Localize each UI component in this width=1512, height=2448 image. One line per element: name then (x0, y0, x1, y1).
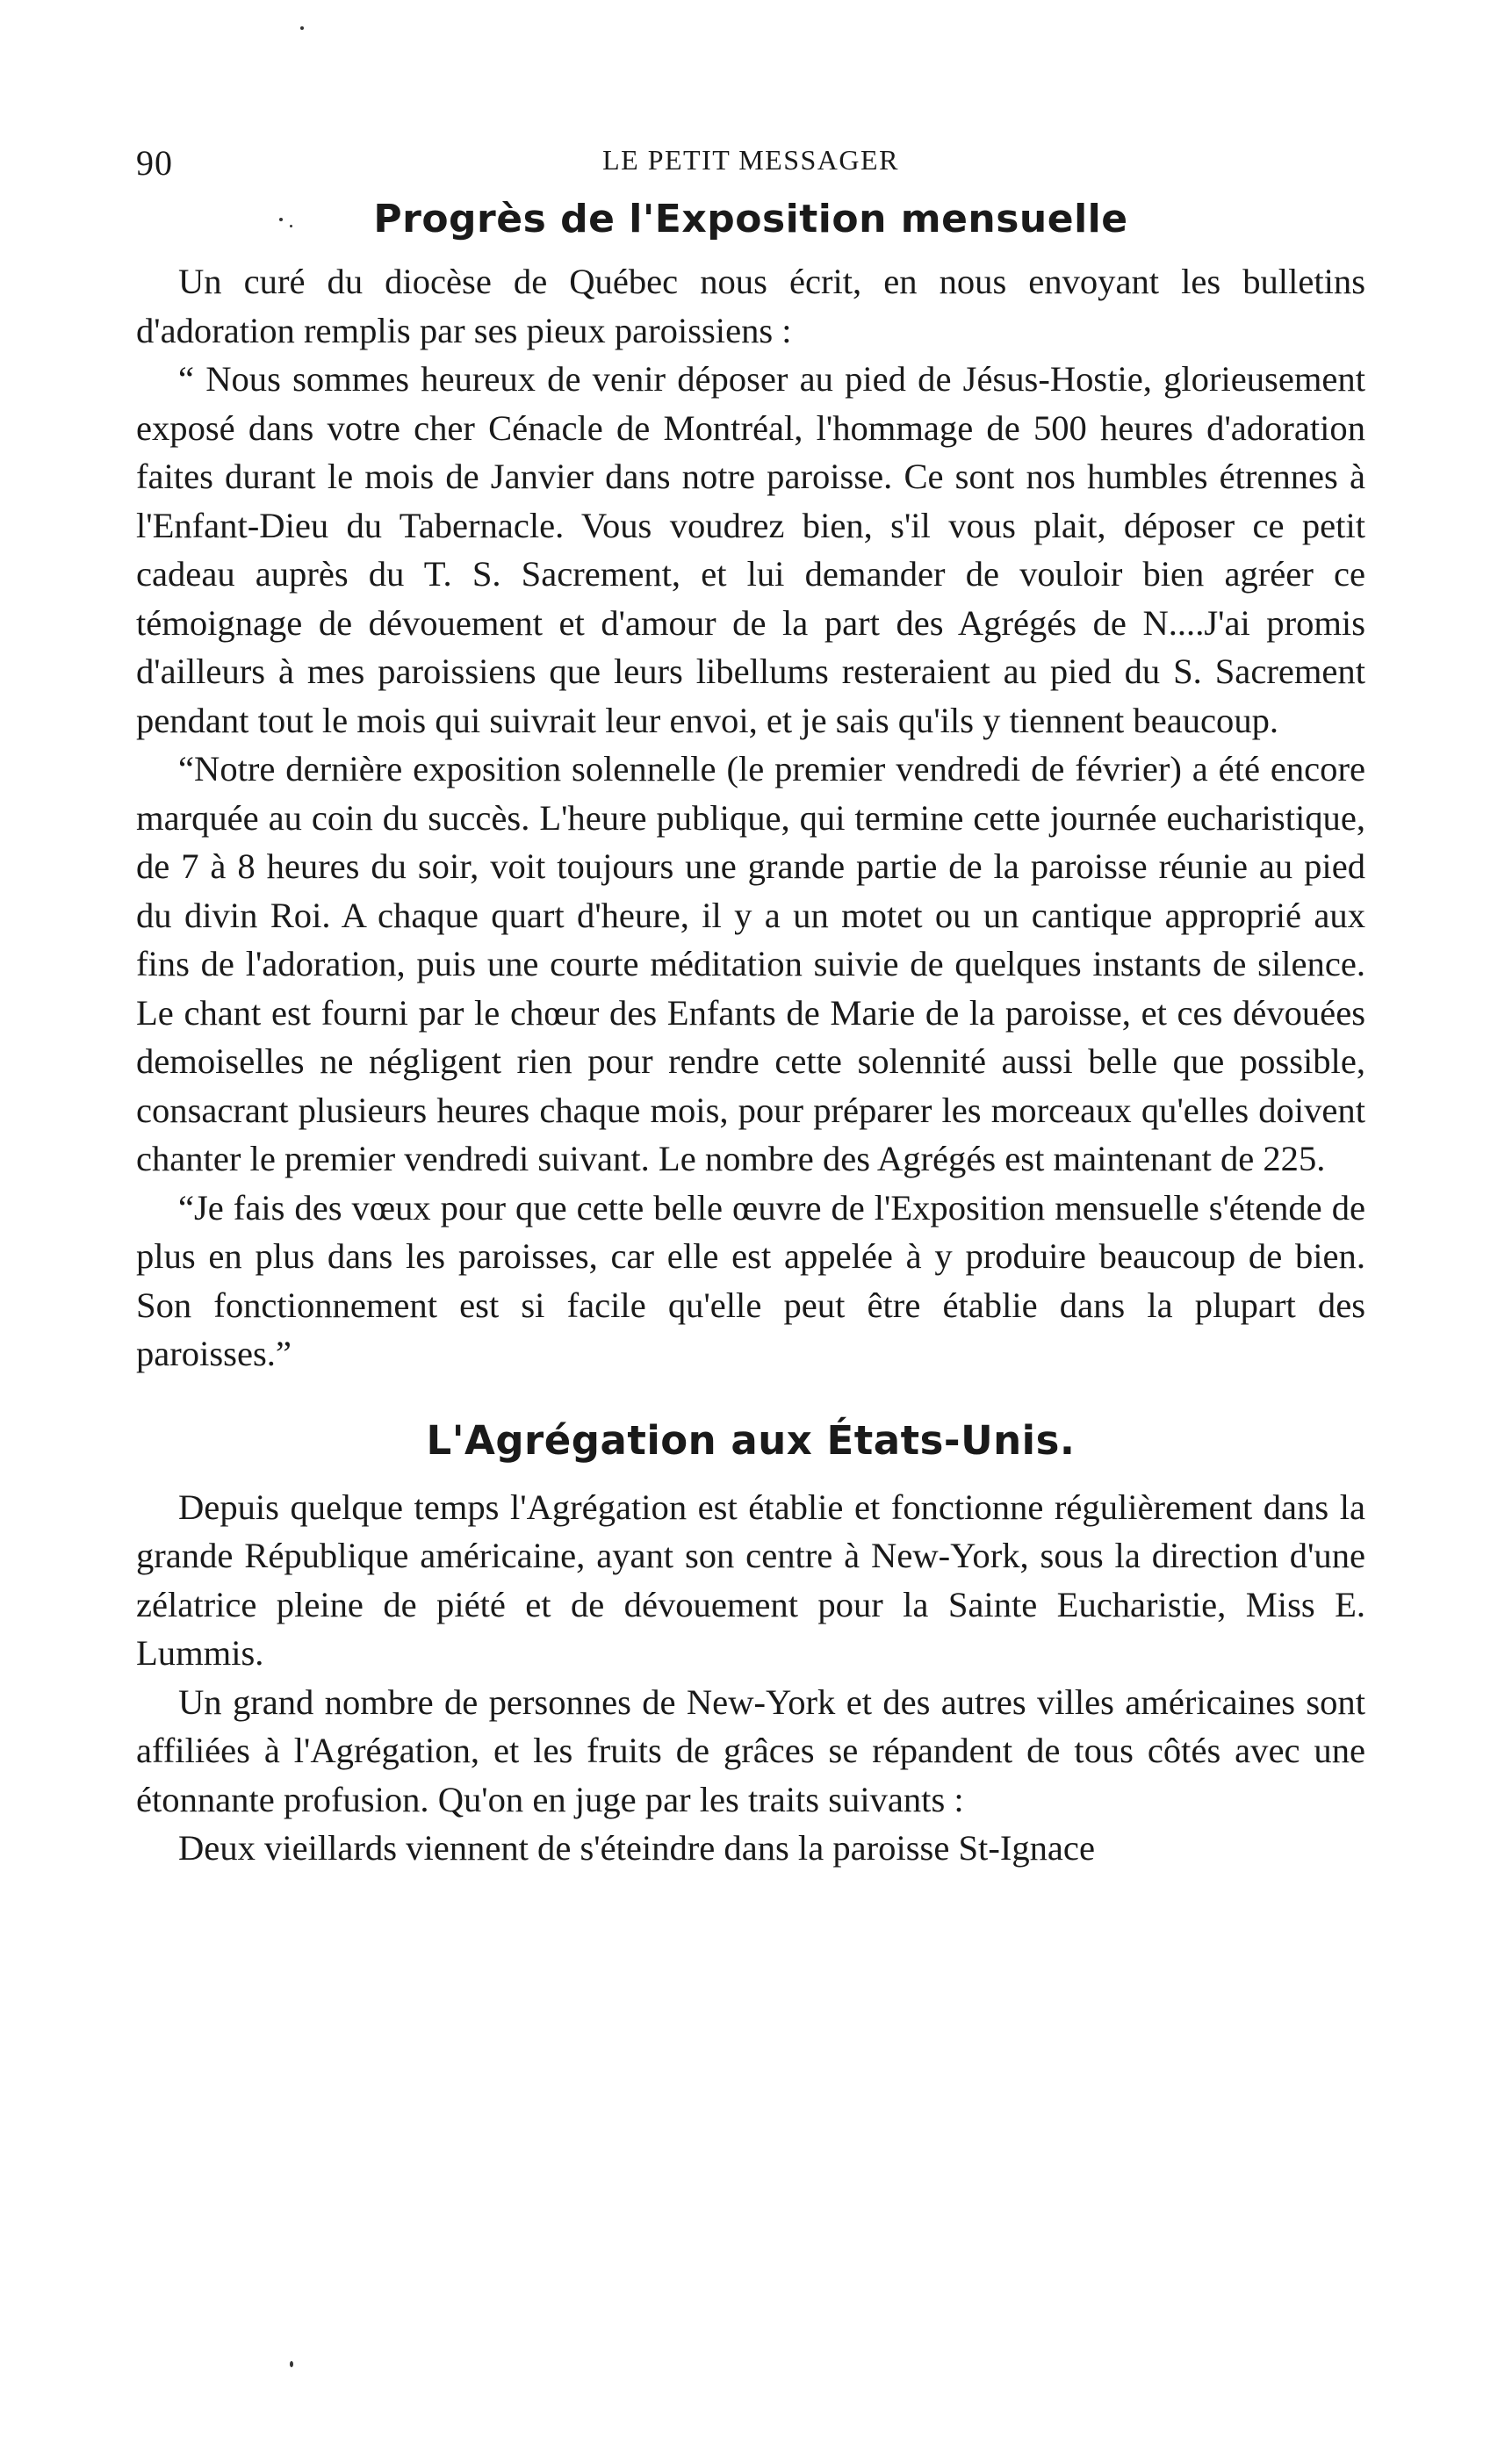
ink-speck (290, 2361, 293, 2367)
section-heading: Progrès de l'Exposition mensuelle (373, 197, 1128, 241)
running-title: LE PETIT MESSAGER (602, 144, 899, 176)
book-page (136, 132, 1365, 1873)
section-heading: L'Agrégation aux États-Unis. (426, 1416, 1076, 1464)
section-agregation (136, 1417, 1365, 1873)
paragraph: Un grand nombre de personnes de New-York et des autres villes américaines sont affiliées à l'Agrégation, et les fruits de grâces se répandent de tous côtés avec une étonnante profusion. Qu'on en juge par les traits suivants : (136, 1681, 1365, 1819)
paragraph: Un curé du diocèse de Québec nous écrit, en nous envoyant les bulletins d'adoration remplis par ses pieux paroissiens : (136, 262, 1365, 350)
paragraph: “Je fais des vœux pour que cette belle œuvre de l'Exposition mensuelle s'étende de plus en plus dans les paroisses, car elle est appelée à y produire beaucoup de bien. Son fonctionnement est si facile qu'elle peut être établie dans la plupart des paroisses.” (136, 1187, 1365, 1373)
running-head (136, 132, 1365, 184)
ink-speck (300, 26, 304, 30)
paragraph: “ Nous sommes heureux de venir déposer au pied de Jésus-Hostie, glorieusement exposé dans votre cher Cénacle de Montréal, l'hommage de 500 heures d'adoration faites durant le mois de Janvier dans notre paroisse. Ce sont nos humbles étrennes à l'Enfant-Dieu du Tabernacle. Vous voudrez bien, s'il vous plait, déposer ce petit cadeau auprès du T. S. Sacrement, et lui demander de vouloir bien agréer ce témoignage de dévouement et d'amour de la part des Agrégés de N....J'ai promis d'ailleurs à mes paroissiens que leurs libellums resteraient au pied du S. Sacrement pendant tout le mois qui suivrait leur envoi, et je sais qu'ils y tiennent beaucoup. (136, 359, 1365, 740)
paragraph: Depuis quelque temps l'Agrégation est établie et fonctionne régulièrement dans la grande République américaine, ayant son centre à New-York, sous la direction d'une zélatrice pleine de piété et de dévouement pour la Sainte Eucharistie, Miss E. Lummis. (136, 1487, 1365, 1673)
ink-speck (290, 225, 292, 227)
paragraph: “Notre dernière exposition solennelle (le premier vendredi de février) a été encore marquée au coin du succès. L'heure publique, qui termine cette journée eucharistique, de 7 à 8 heures du soir, voit toujours une grande partie de la paroisse réunie au pied du divin Roi. A chaque quart d'heure, il y a un motet ou un cantique approprié aux fins de l'adoration, puis une courte méditation suivie de quelques instants de silence. Le chant est fourni par le chœur des Enfants de Marie de la paroisse, et ces dévouées demoiselles ne négligent rien pour rendre cette solennité aussi belle que possible, consacrant plusieurs heures chaque mois, pour préparer les morceaux qu'elles doivent chanter le premier vendredi suivant. Le nombre des Agrégés est maintenant de 225. (136, 749, 1365, 1178)
paragraph: Deux vieillards viennent de s'éteindre dans la paroisse St-Ignace (178, 1828, 1095, 1868)
page-number: 90 (136, 143, 173, 183)
section-exposition (136, 197, 1365, 1379)
ink-speck (279, 218, 283, 221)
